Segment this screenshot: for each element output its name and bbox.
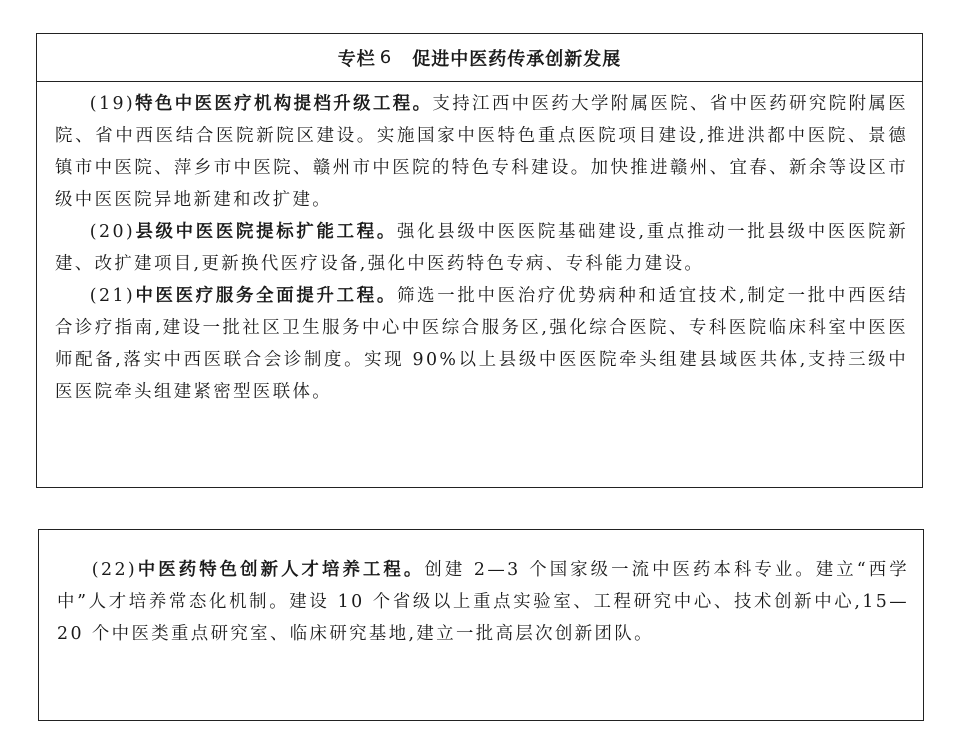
column-box-6 <box>36 33 923 488</box>
column-number: 6 <box>379 47 393 68</box>
paragraph-lead: 中医药特色创新人才培养工程。 <box>137 560 425 580</box>
column-box-continued <box>38 529 924 721</box>
paragraph-lead: 县级中医医院提标扩能工程。 <box>135 222 398 242</box>
paragraph-lead: 中医医疗服务全面提升工程。 <box>135 286 398 306</box>
column-title-bar <box>37 34 922 82</box>
paragraph-20 <box>55 216 908 280</box>
paragraph-body: 筛选一批中医治疗优势病种和适宜技术,制定一批中西医结合诊疗指南,建设一批社区卫生服务中心中医综合服务区,强化综合医院、专科医院临床科室中医医师配备,落实中西医联合会诊制度。实现 90%以上县级中医医院牵头组建县域医共体,支持三级中医医院牵头组建紧密型医联体。 <box>55 286 909 402</box>
paragraph-lead: 特色中医医疗机构提档升级工程。 <box>135 94 433 114</box>
paragraph-body: 创建 2—3 个国家级一流中医药本科专业。建立“西学中”人才培养常态化机制。建设 10 个省级以上重点实验室、工程研究中心、技术创新中心,15—20 个中医类重点研究室、临床研究基地,建立一批高层次创新团队。 <box>57 560 909 644</box>
paragraph-body: 支持江西中医药大学附属医院、省中医药研究院附属医院、省中西医结合医院新院区建设。实施国家中医特色重点医院项目建设,推进洪都中医院、景德镇市中医院、萍乡市中医院、赣州市中医院的特色专科建设。加快推进赣州、宜春、新余等设区市级中医医院异地新建和改扩建。 <box>55 94 908 210</box>
paragraph-number: (21) <box>89 286 136 306</box>
column-title: 促进中医药传承创新发展 <box>412 48 622 70</box>
paragraph-body: 强化县级中医医院基础建设,重点推动一批县级中医医院新建、改扩建项目,更新换代医疗设备,强化中医药特色专病、专科能力建设。 <box>55 222 909 274</box>
paragraph-22 <box>57 554 909 650</box>
paragraph-21 <box>55 280 908 408</box>
paragraph-number: (19) <box>89 94 136 114</box>
column-label: 专栏 <box>337 48 376 70</box>
column-content <box>39 530 923 650</box>
paragraph-number: (22) <box>91 560 138 580</box>
column-content <box>37 82 922 408</box>
paragraph-19 <box>55 88 908 216</box>
paragraph-number: (20) <box>89 222 136 242</box>
